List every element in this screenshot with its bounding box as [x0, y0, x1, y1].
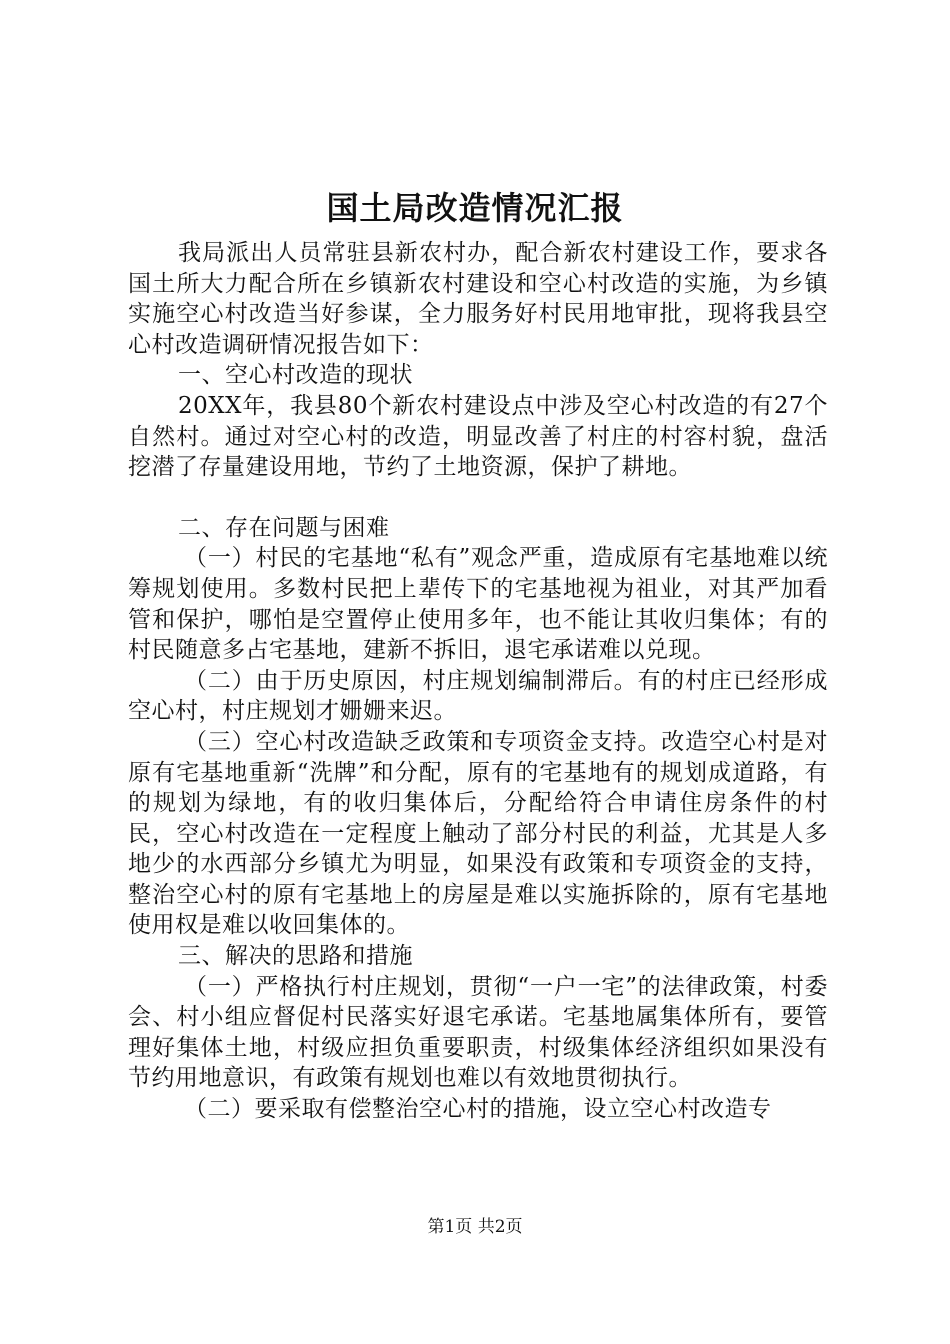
paragraph-problem-1: （一）村民的宅基地“私有”观念严重，造成原有宅基地难以统筹规划使用。多数村民把上辈传下的宅基地视为祖业，对其严加看管和保护，哪怕是空置停止使用多年，也不能让其收归集体；有的村民随意多占宅基地，建新不拆旧，退宅承诺难以兑现。	[128, 545, 828, 664]
paragraph-problem-2: （二）由于历史原因，村庄规划编制滞后。有的村庄已经形成空心村，村庄规划才姗姗来迟。	[128, 667, 828, 725]
paragraph-measure-1: （一）严格执行村庄规划，贯彻“一户一宅”的法律政策，村委会、村小组应督促村民落实好退宅承诺。宅基地属集体所有，要管理好集体土地，村级应担负重要职责，村级集体经济组织如果没有节约用地意识，有政策有规划也难以有效地贯彻执行。	[128, 973, 828, 1092]
document-title: 国土局改造情况汇报	[326, 189, 624, 227]
paragraph-status: 20XX年，我县80个新农村建设点中涉及空心村改造的有27个自然村。通过对空心村的改造，明显改善了村庄的村容村貌，盘活挖潜了存量建设用地，节约了土地资源，保护了耕地。	[128, 392, 828, 481]
blank-line	[128, 483, 828, 513]
page-footer: 第1页 共2页	[427, 1217, 523, 1237]
document-body	[128, 238, 828, 1125]
paragraph-measure-2: （二）要采取有偿整治空心村的措施，设立空心村改造专	[184, 1096, 772, 1123]
section-heading-1: 一、空心村改造的现状	[178, 362, 413, 389]
intro-paragraph: 我局派出人员常驻县新农村办，配合新农村建设工作，要求各国土所大力配合所在乡镇新农村建设和空心村改造的实施，为乡镇实施空心村改造当好参谋，全力服务好村民用地审批，现将我县空心村改造调研情况报告如下：	[128, 240, 828, 358]
section-heading-2: 二、存在问题与困难	[178, 514, 390, 541]
paragraph-problem-3: （三）空心村改造缺乏政策和专项资金支持。改造空心村是对原有宅基地重新“洗牌”和分配，原有的宅基地有的规划成道路，有的规划为绿地，有的收归集体后，分配给符合申请住房条件的村民，空心村改造在一定程度上触动了部分村民的利益，尤其是人多地少的水西部分乡镇尤为明显，如果没有政策和专项资金的支持，整治空心村的原有宅基地上的房屋是难以实施拆除的，原有宅基地使用权是难以收回集体的。	[128, 728, 828, 939]
section-heading-3: 三、解决的思路和措施	[178, 943, 413, 970]
